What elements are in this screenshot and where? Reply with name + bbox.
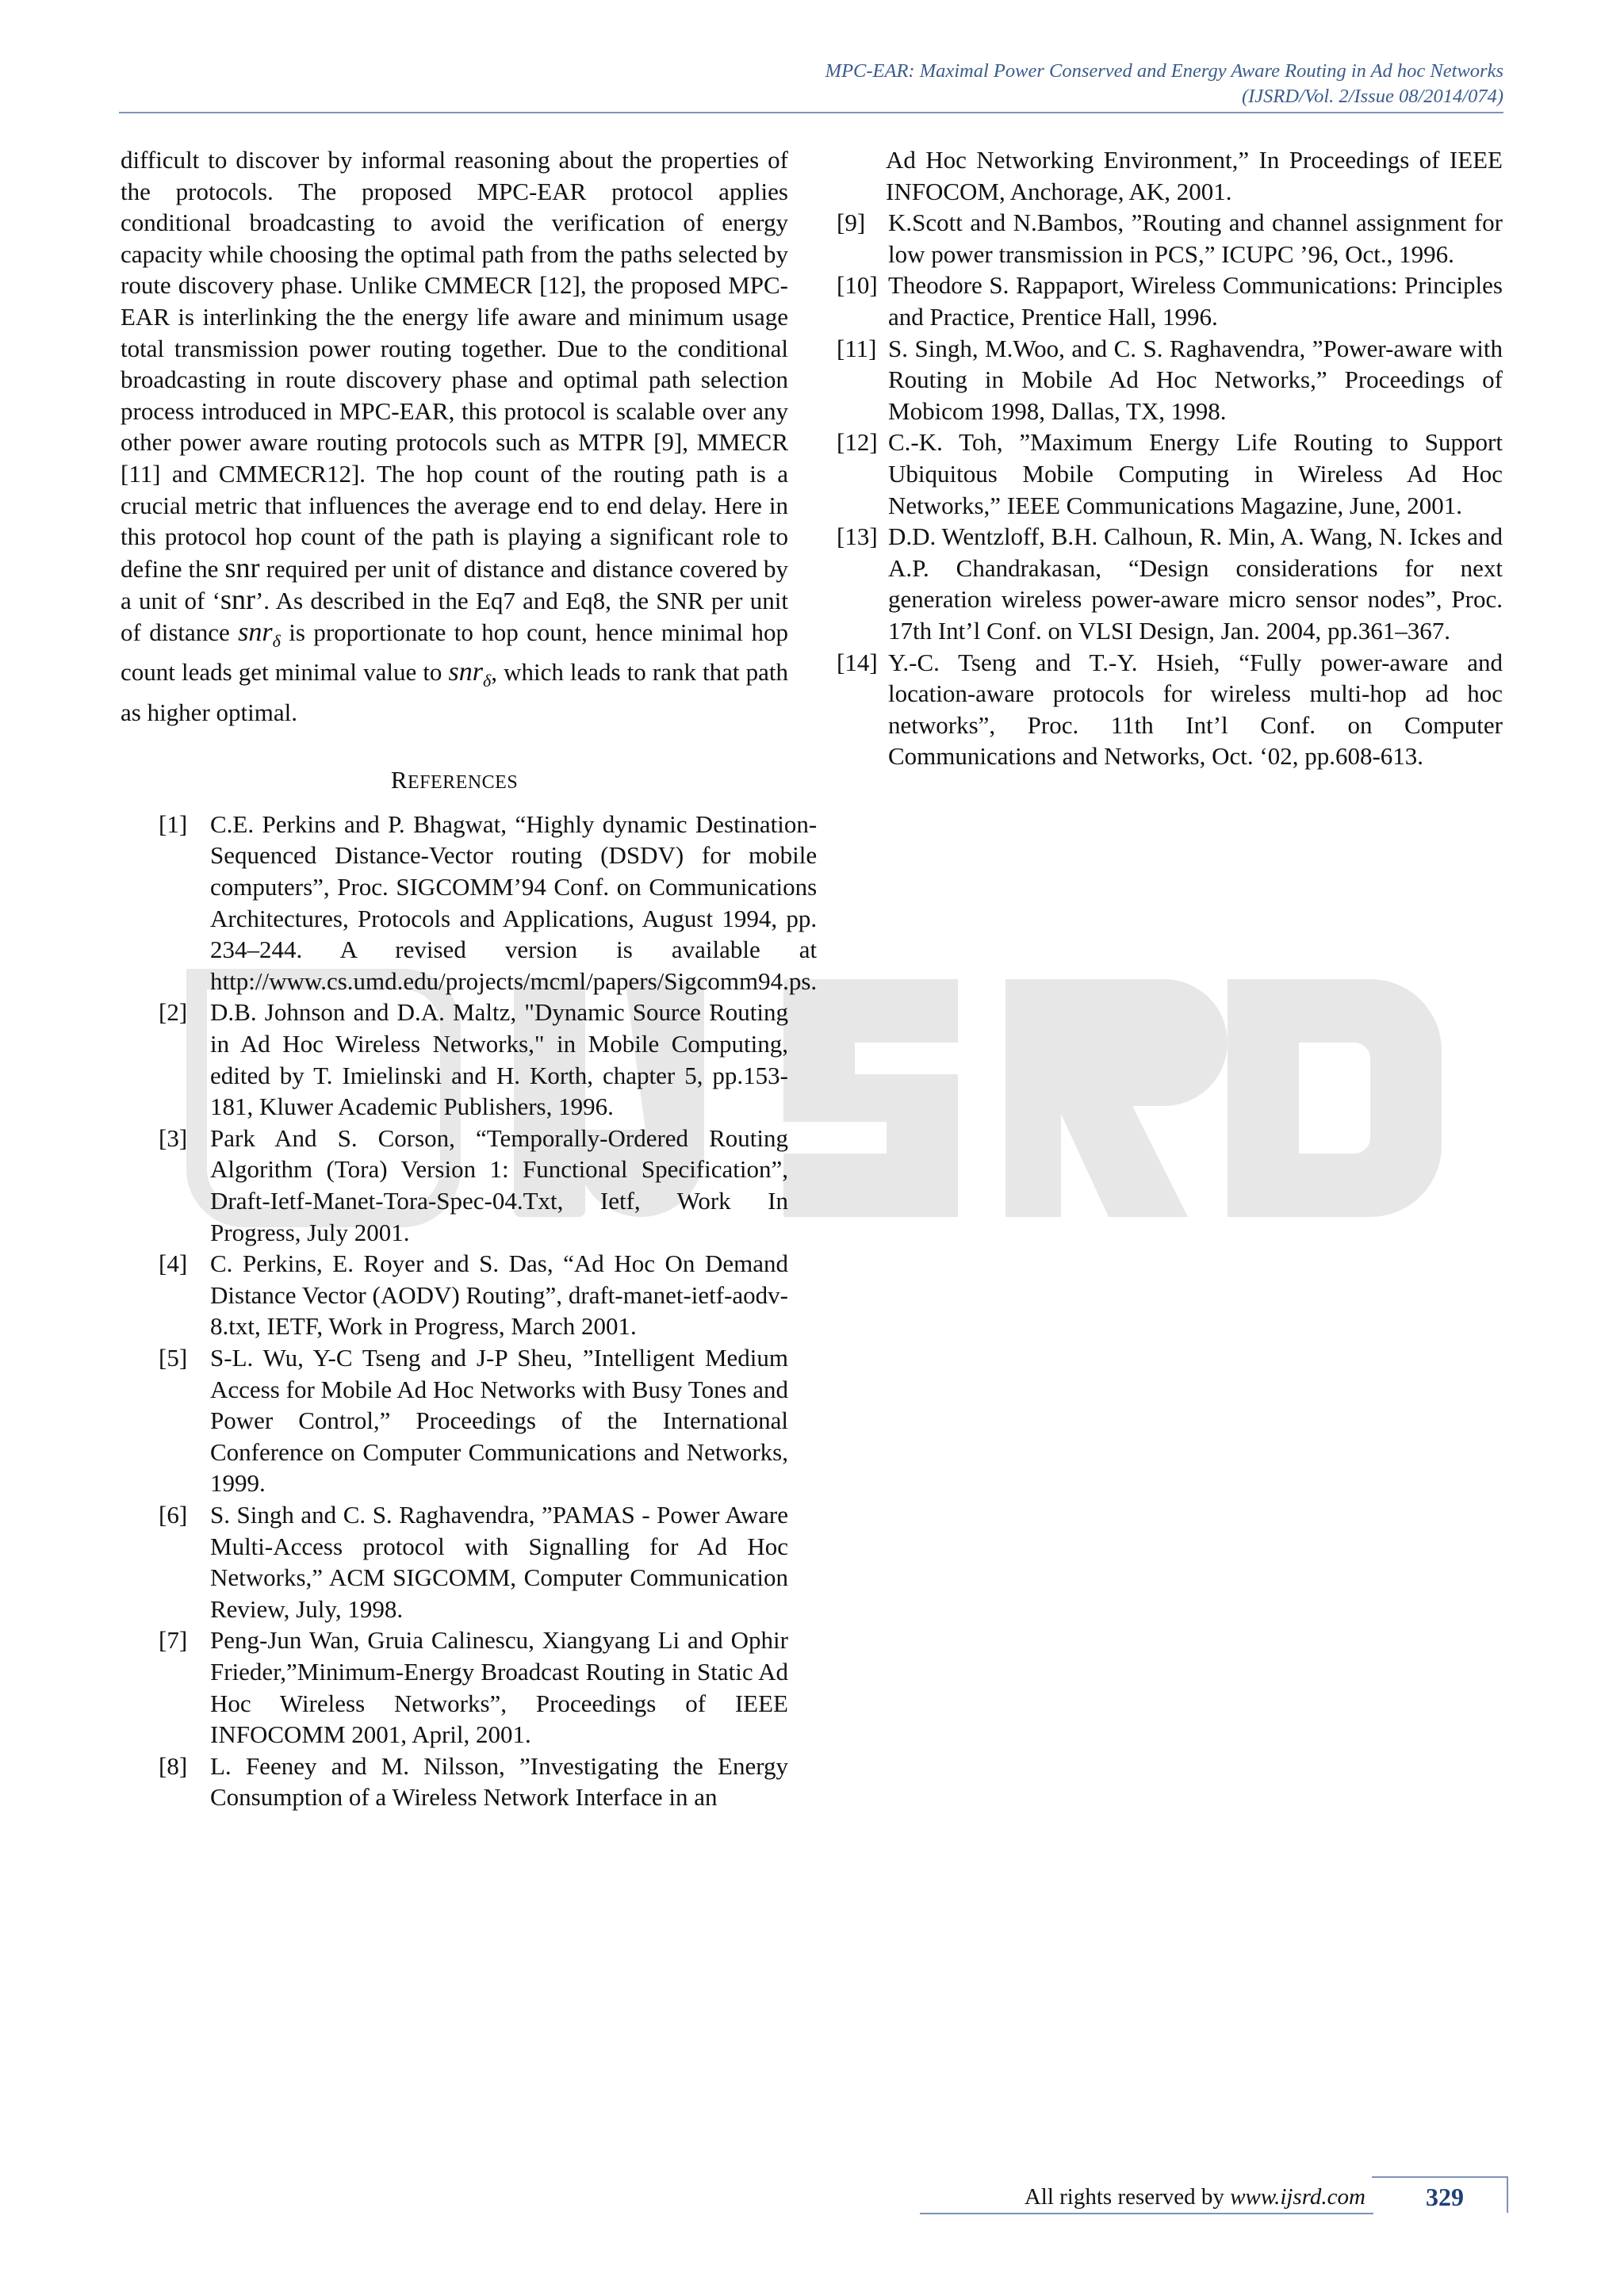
reference-number: [9]: [837, 209, 866, 237]
references-list-right: [837, 207, 1503, 772]
reference-item: [837, 207, 1503, 270]
reference-number: [11]: [837, 334, 877, 362]
snr-delta-symbol: snr$_\delta$: [238, 617, 281, 651]
reference-text: S. Singh, M.Woo, and C. S. Raghavendra, ”Power-aware with Routing in Mobile Ad Hoc Networks,” Proceedings of Mobicom 1998, Dallas, TX, 1998.: [888, 334, 1503, 425]
reference-item: [837, 333, 1503, 427]
reference-text: C.-K. Toh, ”Maximum Energy Life Routing to Support Ubiquitous Mobile Computing in Wireless Ad Hoc Networks,” IEEE Communications Magazine, June, 2001.: [888, 428, 1503, 519]
reference-text: Y.-C. Tseng and T.-Y. Hsieh, “Fully power-aware and location-aware protocols for wireless multi-hop ad hoc networks”, Proc. 11th Int’l Conf. on Computer Communications and Networks, Oct. ‘02, pp.608-613.: [888, 648, 1503, 771]
header-divider: [119, 112, 1503, 113]
header-journal-info: (IJSRD/Vol. 2/Issue 08/2014/074): [1241, 86, 1503, 107]
reference-item: [121, 809, 818, 997]
reference-item: [121, 1624, 788, 1750]
body-paragraph: difficult to discover by informal reasoning about the properties of the protocols. The proposed MPC-EAR protocol applies conditional broadcasting to avoid the verification of energy capacity while choosing the optimal path from the paths selected by route discovery phase. Unlike CMMECR [12], the proposed MPC-EAR is interlinking the the energy life aware and minimum usage total transmission power routing together. Due to the conditional broadcasting in route discovery phase and optimal path selection process introduced in MPC-EAR, this protocol is scalable over any other power aware routing protocols such as MTPR [9], MMECR [11] and CMMECR12]. The hop count of the routing path is a crucial metric that influences the average end to end delay. Here in this protocol hop count of the path is playing a significant role to define the snr required per unit of distance and distance covered by a unit of ‘snr’. As described in the Eq7 and Eq8, the SNR per unit of distance snr$_\delta$ is proportionate to hop count, hence minimal hop count leads get minimal value to snr$_\delta$, which leads to rank that path as higher optimal.: [121, 146, 789, 726]
snr-term: snr: [220, 584, 255, 616]
reference-item: [837, 270, 1503, 332]
reference-text: C. Perkins, E. Royer and S. Das, “Ad Hoc On Demand Distance Vector (AODV) Routing”, draft-manet-ietf-aodv-8.txt, IETF, Work in Progress, March 2001.: [210, 1249, 788, 1341]
reference-item: [837, 427, 1503, 521]
references-heading: REFERENCES: [390, 766, 519, 794]
reference-text: Theodore S. Rappaport, Wireless Communications: Principles and Practice, Prentice Hall, 1996.: [888, 271, 1503, 331]
reference-number: [2]: [159, 998, 188, 1027]
reference-number: [7]: [159, 1626, 188, 1655]
reference-item: [121, 1123, 788, 1248]
reference-text: Park And S. Corson, “Temporally-Ordered Routing Algorithm (Tora) Version 1: Functional Specification”, Draft-Ietf-Manet-Tora-Spec-04.Txt, Ietf, Work In Progress, July 2001.: [210, 1123, 788, 1246]
header-paper-title: MPC-EAR: Maximal Power Conserved and Energy Aware Routing in Ad hoc Networks: [825, 60, 1503, 82]
reference-number: [4]: [159, 1249, 188, 1278]
right-column: [837, 144, 1503, 772]
reference-item: [837, 521, 1503, 646]
reference-number: [3]: [159, 1123, 188, 1152]
footer-site-link[interactable]: www.ijsrd.com: [1230, 2184, 1365, 2210]
reference-text: K.Scott and N.Bambos, ”Routing and channel assignment for low power transmission in PCS,” ICUPC ’96, Oct., 1996.: [888, 209, 1503, 268]
page-footer: [920, 2176, 1508, 2216]
reference-text: L. Feeney and M. Nilsson, ”Investigating the Energy Consumption of a Wireless Network Interface in an: [210, 1751, 788, 1812]
reference-item: [121, 1499, 788, 1624]
references-list-left: [121, 809, 818, 1813]
reference-item: [121, 1248, 788, 1342]
snr-term: snr: [224, 551, 260, 584]
reference-number: [1]: [159, 809, 188, 838]
reference-item: [121, 1342, 788, 1499]
page-number: 329: [1426, 2183, 1464, 2211]
reference-number: [6]: [159, 1500, 188, 1529]
left-column: [121, 144, 818, 1813]
footer-copyright: All rights reserved by www.ijsrd.com: [1024, 2184, 1365, 2210]
reference-number: [14]: [837, 648, 878, 676]
reference-text: S. Singh and C. S. Raghavendra, ”PAMAS - Power Aware Multi-Access protocol with Signalling for Ad Hoc Networks,” ACM SIGCOMM, Computer Communication Review, July, 1998.: [210, 1500, 788, 1623]
reference-number: [5]: [159, 1343, 188, 1372]
reference-item: [121, 1751, 788, 1813]
reference-continuation: Ad Hoc Networking Environment,” In Proceedings of IEEE INFOCOM, Anchorage, AK, 2001.: [886, 146, 1503, 205]
reference-text: Peng-Jun Wan, Gruia Calinescu, Xiangyang Li and Ophir Frieder,”Minimum-Energy Broadcast Routing in Static Ad Hoc Wireless Networks”, Proceedings of IEEE INFOCOMM 2001, April, 2001.: [210, 1626, 788, 1749]
reference-number: [8]: [159, 1751, 188, 1780]
running-header: [119, 59, 1503, 109]
reference-item: [837, 647, 1503, 772]
reference-item: [121, 997, 788, 1122]
reference-text: S-L. Wu, Y-C Tseng and J-P Sheu, ”Intelligent Medium Access for Mobile Ad Hoc Networks with Busy Tones and Power Control,” Proceedings of the International Conference on Computer Communications and Networks, 1999.: [210, 1343, 788, 1498]
reference-text: D.D. Wentzloff, B.H. Calhoun, R. Min, A. Wang, N. Ickes and A.P. Chandrakasan, “Design considerations for next generation wireless power-aware micro sensor nodes”, Proc. 17th Int’l Conf. on VLSI Design, Jan. 2004, pp.361–367.: [888, 522, 1503, 645]
reference-number: [12]: [837, 428, 878, 457]
reference-text: C.E. Perkins and P. Bhagwat, “Highly dynamic Destination-Sequenced Distance-Vector routing (DSDV) for mobile computers”, Proc. SIGCOMM’94 Conf. on Communications Architectures, Protocols and Applications, August 1994, pp. 234–244. A revised version is available at http://www.cs.umd.edu/projects/mcml/papers/Sigcomm94.ps.: [210, 809, 818, 995]
reference-number: [13]: [837, 522, 878, 551]
footer-rule: [920, 2213, 1373, 2214]
reference-text: D.B. Johnson and D.A. Maltz, "Dynamic Source Routing in Ad Hoc Wireless Networks," in Mobile Computing, edited by T. Imielinski and H. Korth, chapter 5, pp.153-181, Kluwer Academic Publishers, 1996.: [210, 998, 788, 1121]
snr-delta-symbol: snr$_\delta$: [448, 657, 492, 691]
reference-number: [10]: [837, 271, 878, 300]
